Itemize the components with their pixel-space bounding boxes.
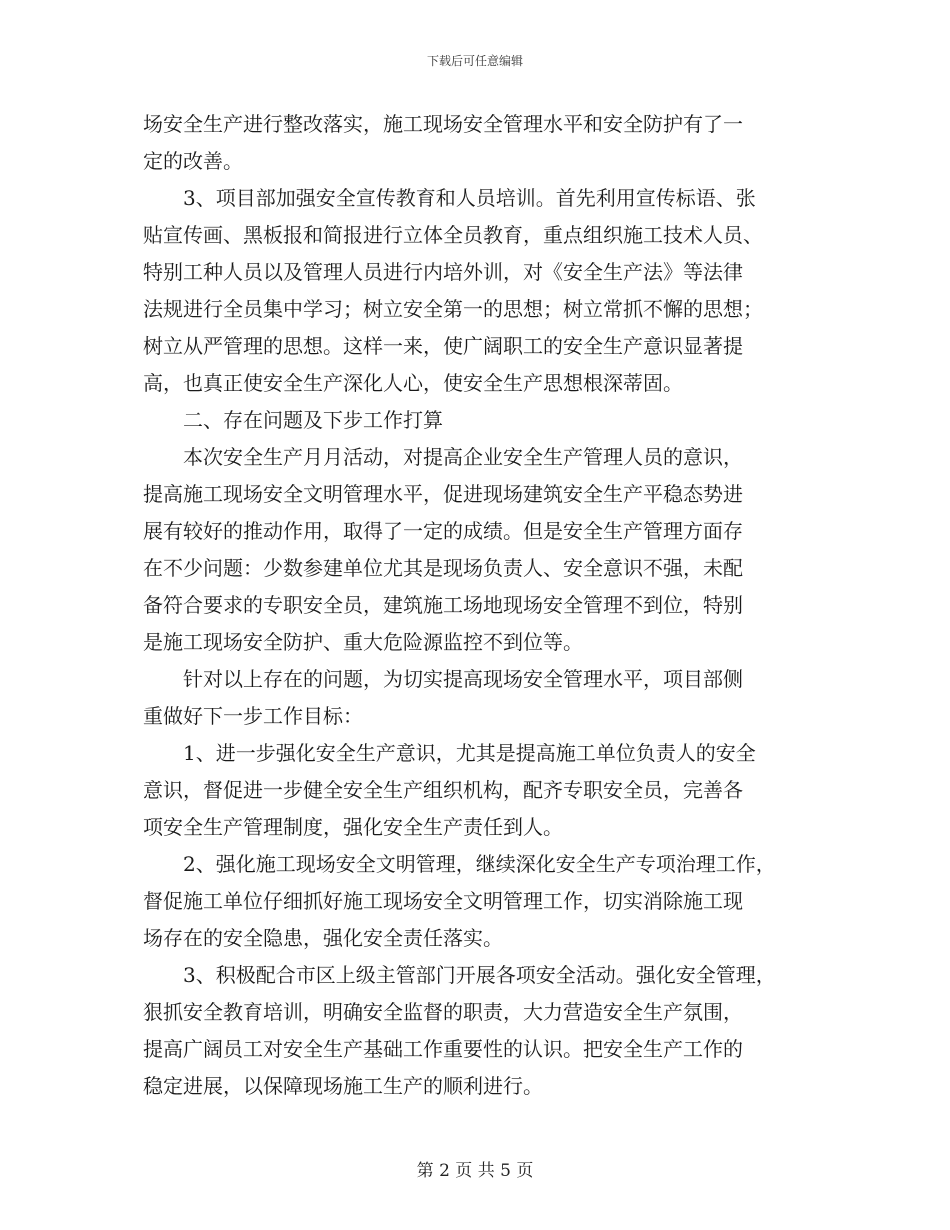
text-line: 重做好下一步工作目标：	[143, 704, 363, 728]
text-line: 特别工种人员以及管理人员进行内培外训，对《安全生产法》等法律	[143, 260, 743, 284]
text-line: 意识，督促进一步健全安全生产组织机构，配齐专职安全员，完善各	[143, 778, 743, 802]
paragraph-start: 3、积极配合市区上级主管部门开展各项安全活动。强化安全管理，	[183, 963, 776, 987]
page-header: 下载后可任意编辑	[426, 54, 523, 68]
text-line: 备符合要求的专职安全员，建筑施工场地现场安全管理不到位，特别	[143, 593, 743, 617]
paragraph-start: 针对以上存在的问题，为切实提高现场安全管理水平，项目部侧	[183, 667, 743, 691]
text-line: 场存在的安全隐患，强化安全责任落实。	[143, 926, 503, 950]
paragraph-start: 1、进一步强化安全生产意识，尤其是提高施工单位负责人的安全	[183, 741, 756, 765]
text-line: 定的改善。	[143, 149, 243, 173]
text-line: 场安全生产进行整改落实，施工现场安全管理水平和安全防护有了一	[143, 112, 743, 136]
text-line: 狠抓安全教育培训，明确安全监督的职责，大力营造安全生产氛围，	[143, 1000, 743, 1024]
text-line: 树立从严管理的思想。这样一来，使广阔职工的安全生产意识显著提	[143, 334, 743, 358]
text-line: 展有较好的推动作用，取得了一定的成绩。但是安全生产管理方面存	[143, 519, 743, 543]
text-line: 是施工现场安全防护、重大危险源监控不到位等。	[143, 630, 583, 654]
paragraph-start: 2、强化施工现场安全文明管理，继续深化安全生产专项治理工作，	[183, 852, 776, 876]
text-line: 提高施工现场安全文明管理水平，促进现场建筑安全生产平稳态势进	[143, 482, 743, 506]
paragraph-start: 3、项目部加强安全宣传教育和人员培训。首先利用宣传标语、张	[183, 186, 756, 210]
text-line: 贴宣传画、黑板报和简报进行立体全员教育，重点组织施工技术人员、	[143, 223, 763, 247]
page-number: 第 2 页 共 5 页	[416, 1161, 534, 1181]
document-body	[143, 106, 823, 1105]
text-line: 督促施工单位仔细抓好施工现场安全文明管理工作，切实消除施工现	[143, 889, 743, 913]
section-heading: 二、存在问题及下步工作打算	[183, 408, 443, 432]
text-line: 法规进行全员集中学习；树立安全第一的思想；树立常抓不懈的思想；	[143, 297, 763, 321]
text-line: 在不少问题：少数参建单位尤其是现场负责人、安全意识不强，未配	[143, 556, 743, 580]
text-line: 高，也真正使安全生产深化人心，使安全生产思想根深蒂固。	[143, 371, 683, 395]
text-line: 提高广阔员工对安全生产基础工作重要性的认识。把安全生产工作的	[143, 1037, 743, 1061]
text-line: 项安全生产管理制度，强化安全生产责任到人。	[143, 815, 563, 839]
text-line: 稳定进展，以保障现场施工生产的顺利进行。	[143, 1074, 543, 1098]
paragraph-start: 本次安全生产月月活动，对提高企业安全生产管理人员的意识，	[183, 445, 743, 469]
